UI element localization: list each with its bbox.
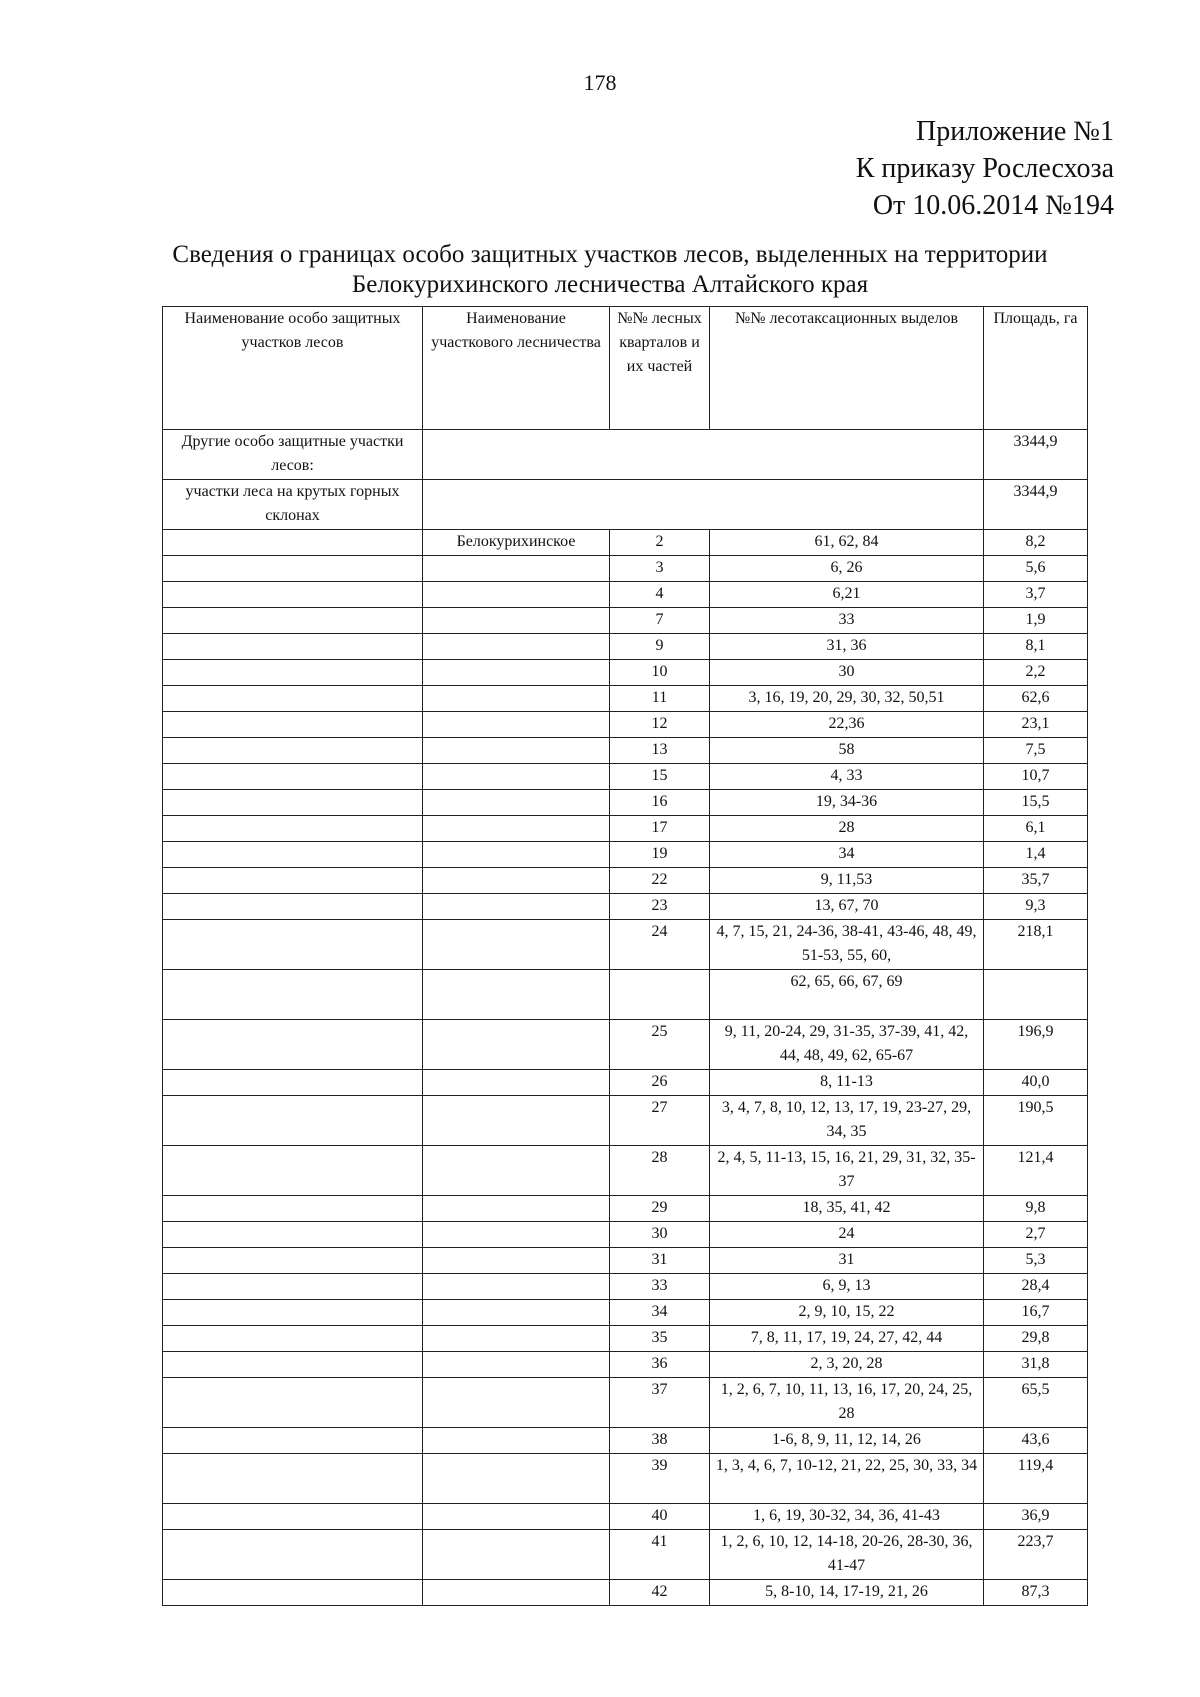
cell-area-name	[163, 1196, 423, 1222]
table-row	[163, 1274, 1088, 1300]
summary-name: Другие особо защитные участки лесов:	[163, 430, 423, 480]
table-row	[163, 1096, 1088, 1146]
cell-forestry	[423, 842, 610, 868]
cell-quarter: 35	[610, 1326, 710, 1352]
cell-forestry	[423, 1196, 610, 1222]
cell-area-name	[163, 1326, 423, 1352]
cell-sections: 1, 2, 6, 7, 10, 11, 13, 16, 17, 20, 24, 25, 28	[710, 1378, 984, 1428]
cell-forestry	[423, 790, 610, 816]
page-number: 178	[583, 70, 617, 95]
cell-forestry	[423, 738, 610, 764]
table-row	[163, 842, 1088, 868]
cell-forestry	[423, 1580, 610, 1606]
cell-quarter: 36	[610, 1352, 710, 1378]
cell-area-name	[163, 894, 423, 920]
cell-area: 8,2	[984, 530, 1088, 556]
cell-forestry	[423, 582, 610, 608]
cell-forestry	[423, 660, 610, 686]
cell-quarter: 40	[610, 1504, 710, 1530]
cell-area-name	[163, 1070, 423, 1096]
table-row	[163, 608, 1088, 634]
cell-sections: 22,36	[710, 712, 984, 738]
cell-area: 9,3	[984, 894, 1088, 920]
cell-forestry	[423, 1146, 610, 1196]
cell-quarter: 30	[610, 1222, 710, 1248]
cell-sections: 61, 62, 84	[710, 530, 984, 556]
cell-area-name	[163, 1530, 423, 1580]
table-row	[163, 1248, 1088, 1274]
cell-sections: 9, 11,53	[710, 868, 984, 894]
cell-sections: 5, 8-10, 14, 17-19, 21, 26	[710, 1580, 984, 1606]
cell-area: 15,5	[984, 790, 1088, 816]
header-sections: №№ лесотаксационных выделов	[710, 307, 984, 430]
header-area-name: Наименование особо защитных участков лесов	[163, 307, 423, 430]
cell-area: 190,5	[984, 1096, 1088, 1146]
cell-area: 36,9	[984, 1504, 1088, 1530]
cell-quarter: 19	[610, 842, 710, 868]
cell-quarter: 24	[610, 920, 710, 970]
cell-forestry	[423, 1326, 610, 1352]
table-row	[163, 920, 1088, 970]
cell-forestry	[423, 764, 610, 790]
cell-quarter: 23	[610, 894, 710, 920]
cell-area: 218,1	[984, 920, 1088, 970]
cell-sections: 58	[710, 738, 984, 764]
table-row	[163, 764, 1088, 790]
cell-area-name	[163, 1580, 423, 1606]
cell-sections: 2, 4, 5, 11-13, 15, 16, 21, 29, 31, 32, 35-37	[710, 1146, 984, 1196]
cell-sections: 6, 9, 13	[710, 1274, 984, 1300]
cell-area-name	[163, 1352, 423, 1378]
summary-row	[163, 480, 1088, 530]
cell-area-name	[163, 970, 423, 1020]
table-row	[163, 1146, 1088, 1196]
cell-sections: 6,21	[710, 582, 984, 608]
cell-forestry	[423, 712, 610, 738]
table-row	[163, 1196, 1088, 1222]
cell-forestry	[423, 634, 610, 660]
cell-quarter	[610, 970, 710, 1020]
cell-area-name	[163, 790, 423, 816]
cell-quarter: 37	[610, 1378, 710, 1428]
cell-area-name	[163, 1248, 423, 1274]
table-row	[163, 712, 1088, 738]
cell-area: 28,4	[984, 1274, 1088, 1300]
table-row	[163, 1428, 1088, 1454]
cell-area-name	[163, 1300, 423, 1326]
cell-area: 2,7	[984, 1222, 1088, 1248]
title-line-1: Сведения о границах особо защитных участков лесов, выделенных на территории	[172, 241, 1048, 268]
table-row	[163, 738, 1088, 764]
cell-forestry	[423, 1096, 610, 1146]
appendix-line-3: От 10.06.2014 №194	[872, 190, 1114, 221]
table-row	[163, 1378, 1088, 1428]
cell-forestry	[423, 1530, 610, 1580]
cell-area-name	[163, 1274, 423, 1300]
cell-quarter: 13	[610, 738, 710, 764]
cell-sections: 3, 4, 7, 8, 10, 12, 13, 17, 19, 23-27, 29, 34, 35	[710, 1096, 984, 1146]
cell-area: 5,3	[984, 1248, 1088, 1274]
cell-forestry	[423, 608, 610, 634]
cell-quarter: 28	[610, 1146, 710, 1196]
cell-area-name	[163, 582, 423, 608]
cell-forestry	[423, 1222, 610, 1248]
cell-area-name	[163, 556, 423, 582]
cell-area-name	[163, 660, 423, 686]
table-row	[163, 1530, 1088, 1580]
cell-area: 43,6	[984, 1428, 1088, 1454]
cell-area: 3,7	[984, 582, 1088, 608]
table-row	[163, 970, 1088, 1020]
cell-quarter: 10	[610, 660, 710, 686]
cell-area	[984, 970, 1088, 1020]
cell-area: 62,6	[984, 686, 1088, 712]
cell-sections: 33	[710, 608, 984, 634]
cell-area: 35,7	[984, 868, 1088, 894]
cell-area: 5,6	[984, 556, 1088, 582]
cell-forestry	[423, 1248, 610, 1274]
cell-area-name	[163, 868, 423, 894]
cell-forestry	[423, 1378, 610, 1428]
cell-sections: 30	[710, 660, 984, 686]
table-row	[163, 1504, 1088, 1530]
cell-forestry	[423, 1274, 610, 1300]
cell-area: 9,8	[984, 1196, 1088, 1222]
table-row	[163, 634, 1088, 660]
cell-quarter: 2	[610, 530, 710, 556]
cell-sections: 24	[710, 1222, 984, 1248]
cell-area: 2,2	[984, 660, 1088, 686]
cell-area: 1,9	[984, 608, 1088, 634]
cell-forestry	[423, 1300, 610, 1326]
table-row	[163, 868, 1088, 894]
cell-forestry	[423, 1504, 610, 1530]
summary-area: 3344,9	[984, 480, 1088, 530]
cell-area: 119,4	[984, 1454, 1088, 1504]
table-row	[163, 556, 1088, 582]
cell-area: 65,5	[984, 1378, 1088, 1428]
cell-sections: 1, 6, 19, 30-32, 34, 36, 41-43	[710, 1504, 984, 1530]
table-row	[163, 1300, 1088, 1326]
cell-quarter: 26	[610, 1070, 710, 1096]
cell-quarter: 16	[610, 790, 710, 816]
forest-areas-table	[162, 306, 1088, 1606]
cell-area: 10,7	[984, 764, 1088, 790]
table-row	[163, 530, 1088, 556]
cell-area-name	[163, 608, 423, 634]
cell-area-name	[163, 1096, 423, 1146]
cell-quarter: 31	[610, 1248, 710, 1274]
cell-sections: 62, 65, 66, 67, 69	[710, 970, 984, 1020]
table-row	[163, 790, 1088, 816]
document-title	[110, 240, 1110, 300]
summary-area: 3344,9	[984, 430, 1088, 480]
cell-forestry	[423, 556, 610, 582]
cell-quarter: 41	[610, 1530, 710, 1580]
cell-area-name	[163, 1020, 423, 1070]
summary-empty	[423, 430, 984, 480]
table-row	[163, 1580, 1088, 1606]
cell-sections: 18, 35, 41, 42	[710, 1196, 984, 1222]
cell-quarter: 42	[610, 1580, 710, 1606]
cell-sections: 9, 11, 20-24, 29, 31-35, 37-39, 41, 42, 44, 48, 49, 62, 65-67	[710, 1020, 984, 1070]
cell-forestry	[423, 686, 610, 712]
cell-forestry	[423, 894, 610, 920]
table-row	[163, 686, 1088, 712]
cell-sections: 7, 8, 11, 17, 19, 24, 27, 42, 44	[710, 1326, 984, 1352]
cell-area: 7,5	[984, 738, 1088, 764]
cell-sections: 31	[710, 1248, 984, 1274]
cell-area: 40,0	[984, 1070, 1088, 1096]
cell-area: 6,1	[984, 816, 1088, 842]
table-row	[163, 816, 1088, 842]
cell-quarter: 39	[610, 1454, 710, 1504]
cell-quarter: 9	[610, 634, 710, 660]
cell-quarter: 33	[610, 1274, 710, 1300]
cell-forestry	[423, 1454, 610, 1504]
cell-area-name	[163, 920, 423, 970]
table-row	[163, 582, 1088, 608]
cell-area-name	[163, 712, 423, 738]
cell-area-name	[163, 738, 423, 764]
cell-area-name	[163, 842, 423, 868]
cell-area-name	[163, 1428, 423, 1454]
cell-area-name	[163, 530, 423, 556]
cell-area: 16,7	[984, 1300, 1088, 1326]
cell-sections: 2, 3, 20, 28	[710, 1352, 984, 1378]
cell-sections: 4, 33	[710, 764, 984, 790]
table-row	[163, 1454, 1088, 1504]
cell-forestry	[423, 1070, 610, 1096]
cell-area: 121,4	[984, 1146, 1088, 1196]
cell-area: 87,3	[984, 1580, 1088, 1606]
summary-empty	[423, 480, 984, 530]
appendix-note	[856, 113, 1114, 224]
cell-area-name	[163, 816, 423, 842]
appendix-line-1: Приложение №1	[916, 116, 1114, 147]
table-row	[163, 1326, 1088, 1352]
cell-quarter: 7	[610, 608, 710, 634]
table-row	[163, 1352, 1088, 1378]
cell-sections: 13, 67, 70	[710, 894, 984, 920]
cell-forestry	[423, 816, 610, 842]
cell-area: 1,4	[984, 842, 1088, 868]
cell-quarter: 12	[610, 712, 710, 738]
cell-area: 31,8	[984, 1352, 1088, 1378]
cell-area-name	[163, 1504, 423, 1530]
header-area: Площадь, га	[984, 307, 1088, 430]
cell-quarter: 4	[610, 582, 710, 608]
cell-sections: 1, 3, 4, 6, 7, 10-12, 21, 22, 25, 30, 33, 34	[710, 1454, 984, 1504]
cell-forestry	[423, 920, 610, 970]
cell-forestry: Белокурихинское	[423, 530, 610, 556]
cell-area-name	[163, 1146, 423, 1196]
table-header-row	[163, 307, 1088, 430]
cell-sections: 6, 26	[710, 556, 984, 582]
title-line-2: Белокурихинского лесничества Алтайского края	[351, 271, 869, 298]
cell-sections: 2, 9, 10, 15, 22	[710, 1300, 984, 1326]
cell-quarter: 25	[610, 1020, 710, 1070]
cell-quarter: 17	[610, 816, 710, 842]
cell-area: 196,9	[984, 1020, 1088, 1070]
cell-area-name	[163, 1222, 423, 1248]
cell-sections: 1-6, 8, 9, 11, 12, 14, 26	[710, 1428, 984, 1454]
cell-area: 23,1	[984, 712, 1088, 738]
table-row	[163, 1070, 1088, 1096]
table-row	[163, 1020, 1088, 1070]
cell-sections: 31, 36	[710, 634, 984, 660]
cell-forestry	[423, 1020, 610, 1070]
cell-sections: 19, 34-36	[710, 790, 984, 816]
cell-area: 29,8	[984, 1326, 1088, 1352]
cell-quarter: 38	[610, 1428, 710, 1454]
cell-quarter: 11	[610, 686, 710, 712]
cell-area-name	[163, 1378, 423, 1428]
table-row	[163, 660, 1088, 686]
cell-forestry	[423, 1352, 610, 1378]
header-quarters: №№ лесных кварталов и их частей	[610, 307, 710, 430]
cell-area-name	[163, 764, 423, 790]
summary-name: участки леса на крутых горных склонах	[163, 480, 423, 530]
cell-quarter: 29	[610, 1196, 710, 1222]
appendix-line-2: К приказу Рослесхоза	[855, 153, 1114, 184]
cell-quarter: 3	[610, 556, 710, 582]
cell-sections: 28	[710, 816, 984, 842]
cell-quarter: 22	[610, 868, 710, 894]
cell-forestry	[423, 868, 610, 894]
table-row	[163, 1222, 1088, 1248]
cell-area-name	[163, 686, 423, 712]
table-row	[163, 894, 1088, 920]
cell-forestry	[423, 1428, 610, 1454]
cell-sections: 34	[710, 842, 984, 868]
cell-sections: 1, 2, 6, 10, 12, 14-18, 20-26, 28-30, 36, 41-47	[710, 1530, 984, 1580]
cell-area: 223,7	[984, 1530, 1088, 1580]
cell-quarter: 15	[610, 764, 710, 790]
cell-area-name	[163, 1454, 423, 1504]
cell-area: 8,1	[984, 634, 1088, 660]
cell-quarter: 27	[610, 1096, 710, 1146]
cell-sections: 4, 7, 15, 21, 24-36, 38-41, 43-46, 48, 49, 51-53, 55, 60,	[710, 920, 984, 970]
summary-row	[163, 430, 1088, 480]
cell-area-name	[163, 634, 423, 660]
header-forestry: Наименование участкового лесничества	[423, 307, 610, 430]
cell-forestry	[423, 970, 610, 1020]
cell-sections: 3, 16, 19, 20, 29, 30, 32, 50,51	[710, 686, 984, 712]
cell-sections: 8, 11-13	[710, 1070, 984, 1096]
cell-quarter: 34	[610, 1300, 710, 1326]
